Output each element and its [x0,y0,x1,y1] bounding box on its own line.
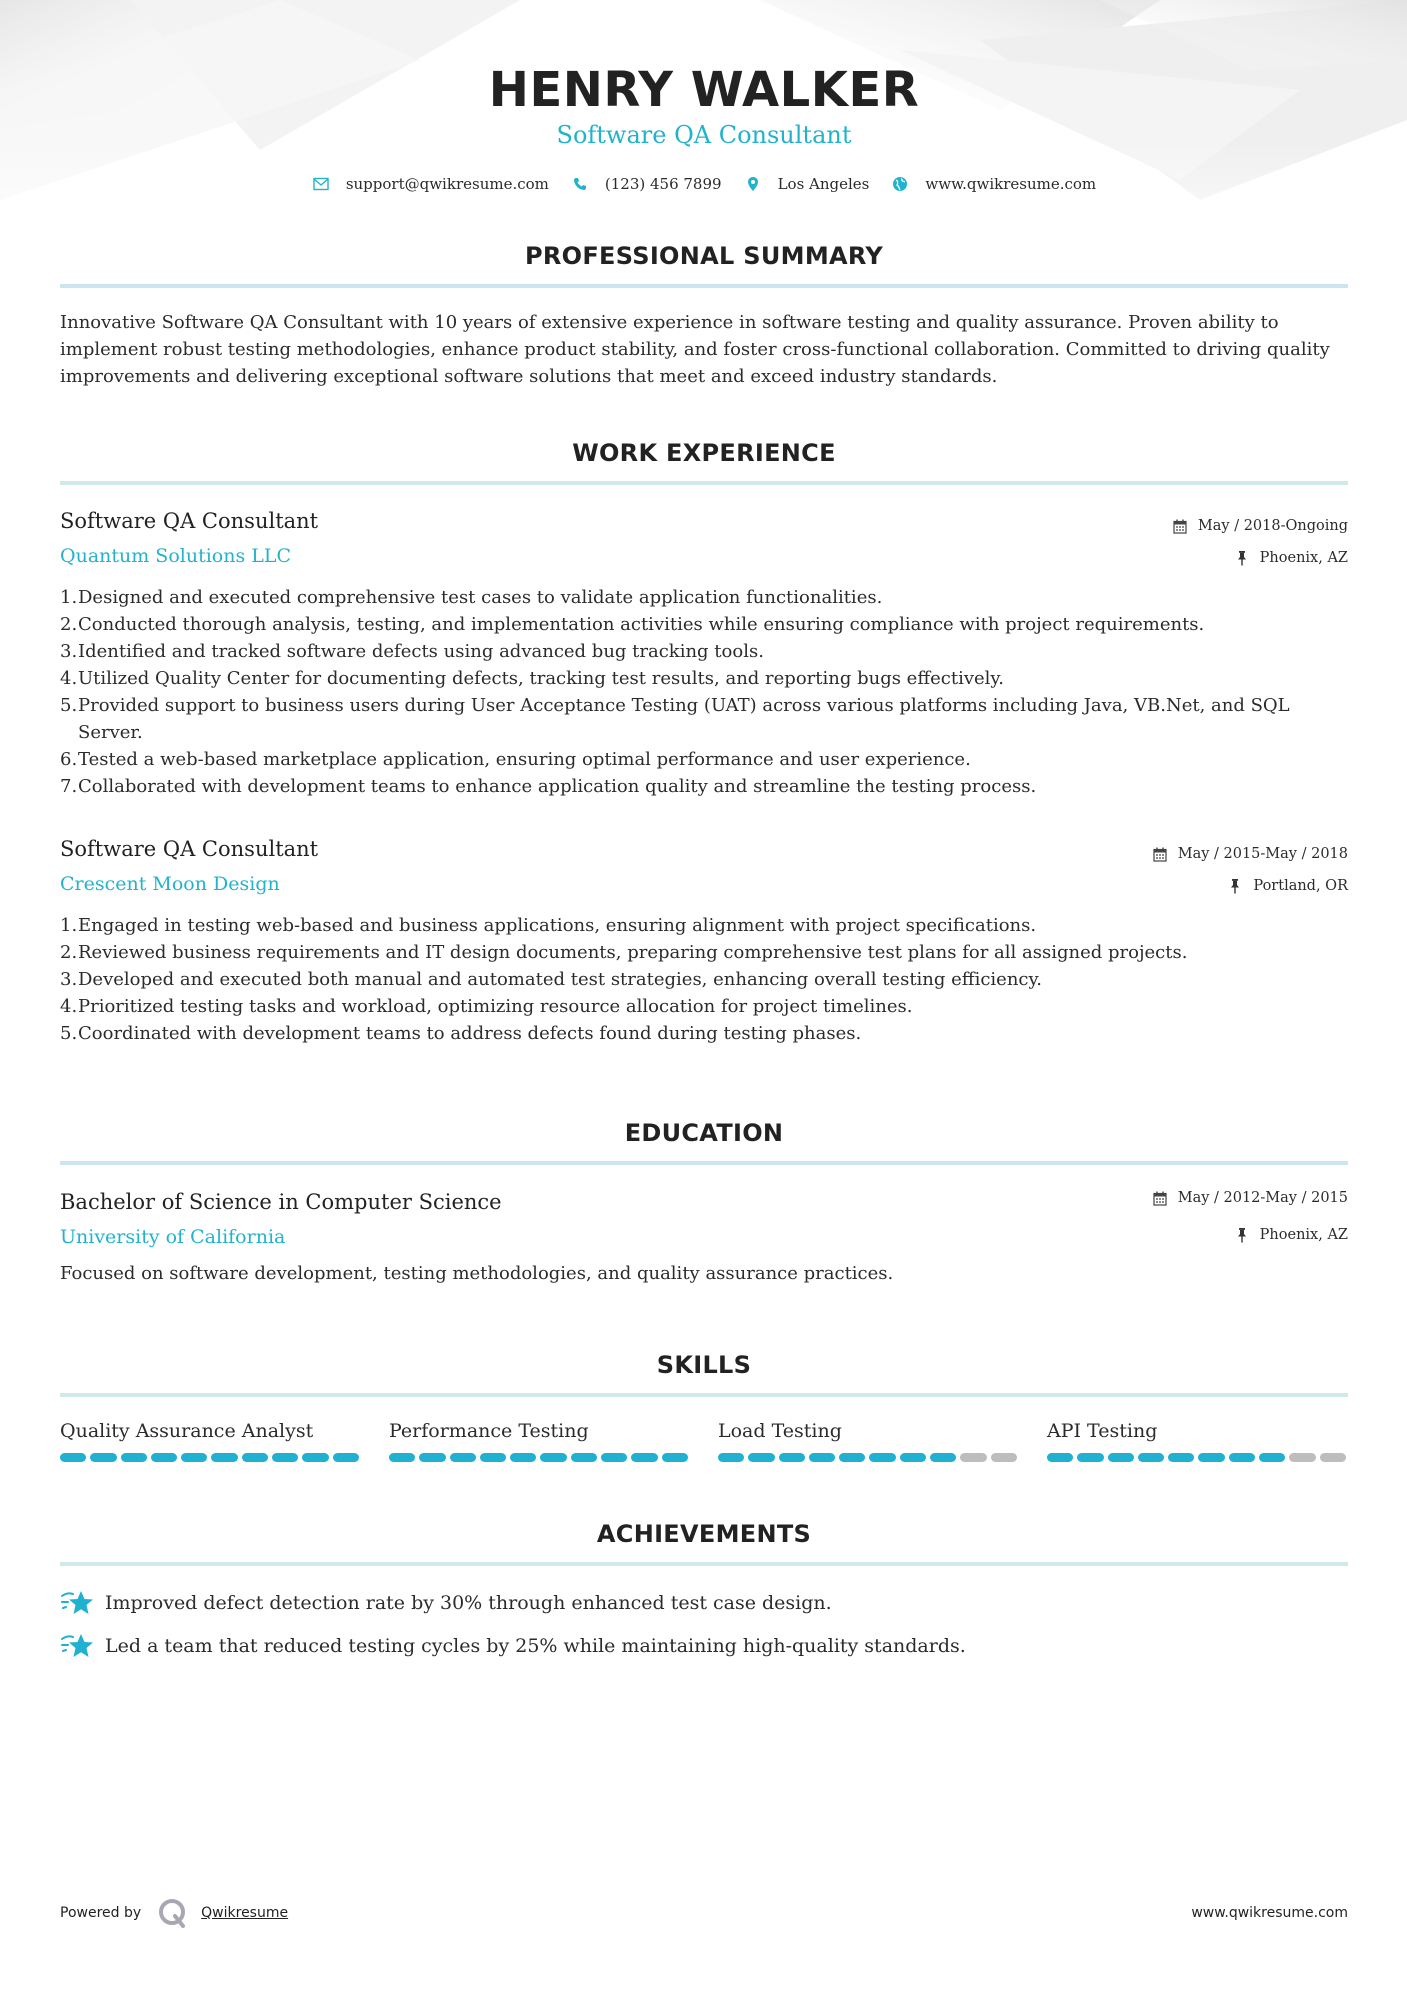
list-item: 3. Developed and executed both manual and automated test strategies, enhancing overall testing efficiency. [60,969,1043,990]
job-company: Crescent Moon Design [60,873,280,895]
skill-segment-filled [1108,1453,1134,1462]
skill-segment-filled [900,1453,926,1462]
skill-segment-filled [1229,1453,1255,1462]
job-title: Software QA Consultant [60,509,319,533]
section-divider [60,1161,1348,1165]
pushpin-icon [1234,1227,1250,1243]
skill-segment-filled [1138,1453,1164,1462]
section-title-achievements: ACHIEVEMENTS [596,1520,812,1548]
skill-segment-filled [839,1453,865,1462]
globe-icon [891,175,909,193]
skill-segment-filled [809,1453,835,1462]
section-divider [60,1562,1348,1566]
job-dates [1152,843,1348,865]
section-title-summary: PROFESSIONAL SUMMARY [524,242,884,270]
skill-segment-filled [389,1453,415,1462]
section-title-education: EDUCATION [624,1119,784,1147]
job-dates-text: May / 2018-Ongoing [1197,518,1348,534]
list-item: 4. Utilized Quality Center for documenting defects, tracking test results, and reporting bugs effectively. [60,668,1004,689]
skill-item [1047,1417,1346,1462]
skill-segment-filled [869,1453,895,1462]
contact-location [744,172,870,196]
list-item: 6. Tested a web-based marketplace application, ensuring optimal performance and user experience. [60,749,971,770]
achievement-text: Improved defect detection rate by 30% through enhanced test case design. [105,1591,832,1614]
calendar-icon [1152,846,1168,862]
job-company: Quantum Solutions LLC [60,545,292,567]
skill-segment-filled [272,1453,298,1462]
skill-level-bar [718,1453,1017,1462]
job-location [1234,547,1348,569]
section-divider [60,481,1348,485]
list-item: 2. Reviewed business requirements and IT design documents, preparing comprehensive test plans for all assigned projects. [60,942,1188,963]
job-bullets [60,912,1348,1047]
skill-segment-filled [480,1453,506,1462]
skill-name: API Testing [1047,1420,1158,1442]
skill-segment-filled [90,1453,116,1462]
skill-item [718,1417,1017,1462]
education-dates [1152,1187,1348,1209]
qwikresume-link[interactable]: Qwikresume [201,1905,289,1921]
phone-icon [571,175,589,193]
skill-segment-filled [211,1453,237,1462]
list-item: 1. Designed and executed comprehensive test cases to validate application functionalities. [60,587,883,608]
section-divider [60,1393,1348,1397]
list-item: 5. Provided support to business users during User Acceptance Testing (UAT) across various platforms including Java, VB.Net, and SQL Server. [60,695,1290,743]
skill-segment-empty [1289,1453,1315,1462]
job-dates [1172,515,1348,537]
skill-segment-filled [779,1453,805,1462]
skill-level-bar [389,1453,688,1462]
job-location [1227,875,1348,897]
powered-by [60,1897,288,1929]
skill-segment-filled [718,1453,744,1462]
skill-item [60,1417,359,1462]
skill-segment-filled [1168,1453,1194,1462]
list-item: 1. Engaged in testing web-based and business applications, ensuring alignment with project specifications. [60,915,1037,936]
calendar-icon [1172,518,1188,534]
skill-segment-empty [960,1453,986,1462]
pushpin-icon [1227,878,1243,894]
section-divider [60,284,1348,288]
list-item: 4. Prioritized testing tasks and workload, optimizing resource allocation for project timelines. [60,996,913,1017]
skill-item [389,1417,688,1462]
degree-title: Bachelor of Science in Computer Science [60,1190,502,1214]
skill-segment-filled [571,1453,597,1462]
education-description: Focused on software development, testing methodologies, and quality assurance practices. [60,1263,894,1284]
skill-segment-filled [1198,1453,1224,1462]
candidate-role: Software QA Consultant [556,121,852,149]
skill-segment-filled [748,1453,774,1462]
skill-segment-filled [1047,1453,1073,1462]
qwikresume-logo-icon [157,1897,189,1929]
contact-website-text: www.qwikresume.com [925,175,1097,193]
skill-segment-filled [151,1453,177,1462]
list-item: 3. Identified and tracked software defects using advanced bug tracking tools. [60,641,764,662]
skill-level-bar [1047,1453,1346,1462]
contact-bar [60,172,1348,196]
job-dates-text: May / 2015-May / 2018 [1177,846,1348,862]
envelope-icon [312,175,330,193]
skill-segment-filled [302,1453,328,1462]
page-footer [60,1896,1348,1930]
contact-phone-text: (123) 456 7899 [604,175,722,193]
shooting-star-icon [60,1631,94,1661]
education-dates-text: May / 2012-May / 2015 [1177,1190,1348,1206]
map-pin-icon [744,175,762,193]
skill-segment-filled [333,1453,359,1462]
calendar-icon [1152,1190,1168,1206]
skill-name: Performance Testing [389,1420,589,1442]
skill-level-bar [60,1453,359,1462]
skill-segment-empty [1320,1453,1346,1462]
skill-segment-filled [601,1453,627,1462]
skill-segment-filled [121,1453,147,1462]
achievement-item [60,1581,1348,1624]
job-location-text: Portland, OR [1253,878,1348,894]
skill-segment-filled [930,1453,956,1462]
list-item: 5. Coordinated with development teams to address defects found during testing phases. [60,1023,862,1044]
pushpin-icon [1234,550,1250,566]
skill-name: Quality Assurance Analyst [60,1420,314,1442]
achievement-text: Led a team that reduced testing cycles by 25% while maintaining high-quality standards. [105,1634,966,1657]
skill-segment-filled [419,1453,445,1462]
job-bullets [60,584,1348,800]
job-title: Software QA Consultant [60,837,319,861]
skill-segment-filled [181,1453,207,1462]
skill-segment-filled [242,1453,268,1462]
education-location-text: Phoenix, AZ [1259,1227,1348,1243]
skill-name: Load Testing [718,1420,842,1442]
skills-list [60,1417,1348,1462]
footer-website[interactable]: www.qwikresume.com [1191,1905,1348,1921]
education-location [1234,1224,1348,1246]
summary-text: Innovative Software QA Consultant with 10 years of extensive experience in software testing and quality assurance. Proven ability to implement robust testing methodologies, enhance product stability, and foster cross-functional collaboration. Committed to driving quality improvements and delivering exceptional software solutions that meet and exceed industry standards. [60,312,1330,387]
powered-by-label: Powered by [60,1905,142,1921]
section-title-experience: WORK EXPERIENCE [572,439,836,467]
contact-location-text: Los Angeles [777,175,870,193]
achievements-list [60,1581,1348,1667]
skill-segment-filled [510,1453,536,1462]
skill-segment-filled [662,1453,688,1462]
section-title-skills: SKILLS [656,1351,752,1379]
list-item: 7. Collaborated with development teams to enhance application quality and streamline the testing process. [60,776,1037,797]
skill-segment-filled [540,1453,566,1462]
achievement-item [60,1624,1348,1667]
contact-website[interactable] [891,172,1096,196]
candidate-name: HENRY WALKER [488,62,920,118]
skill-segment-filled [1077,1453,1103,1462]
skill-segment-filled [60,1453,86,1462]
job-location-text: Phoenix, AZ [1259,550,1348,566]
shooting-star-icon [60,1588,94,1618]
skill-segment-filled [631,1453,657,1462]
list-item: 2. Conducted thorough analysis, testing, and implementation activities while ensuring compliance with project requirements. [60,614,1205,635]
contact-email-text: support@qwikresume.com [345,175,549,193]
contact-phone[interactable] [571,172,722,196]
skill-segment-empty [991,1453,1017,1462]
skill-segment-filled [1259,1453,1285,1462]
skill-segment-filled [450,1453,476,1462]
contact-email[interactable] [312,172,549,196]
school-name: University of California [60,1226,286,1248]
